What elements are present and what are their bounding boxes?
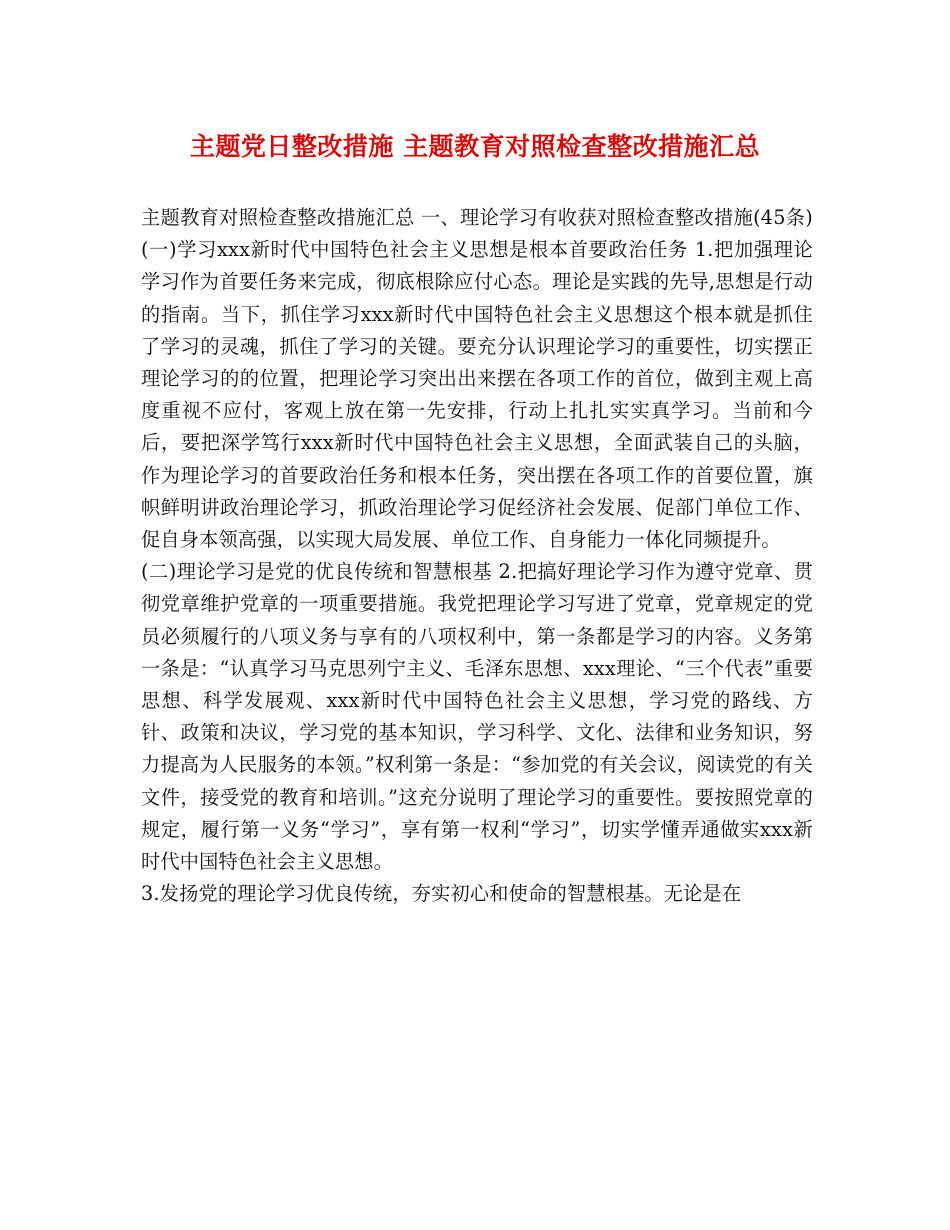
paragraph-2: (二)理论学习是党的优良传统和智慧根基 2.把搞好理论学习作为遵守党章、贯彻党章维护党章的一项重要措施。我党把理论学习写进了党章，党章规定的党员必须履行的八项义务与享有的八项权利中，第一条都是学习的内容。义务第一条是：“认真学习马克思列宁主义、毛泽东思想、xxx理论、“三个代表”重要思想、科学发展观、xxx新时代中国特色社会主义思想，学习党的路线、方针、政策和决议，学习党的基本知识，学习科学、文化、法律和业务知识，努力提高为人民服务的本领。”权利第一条是：“参加党的有关会议，阅读党的有关文件，接受党的教育和培训。”这充分说明了理论学习的重要性。要按照党章的规定，履行第一义务“学习”，享有第一权利“学习”，切实学懂弄通做实xxx新时代中国特色社会主义思想。 [141, 560, 813, 874]
document-title: 主题党日整改措施 主题教育对照检查整改措施汇总 [189, 132, 761, 161]
paragraph-3: 3.发扬党的理论学习优良传统，夯实初心和使命的智慧根基。无论是在 [141, 882, 742, 906]
document-body [141, 202, 813, 910]
paragraph-1: 主题教育对照检查整改措施汇总 一、理论学习有收获对照检查整改措施(45条) (一)学习xxx新时代中国特色社会主义思想是根本首要政治任务 1.把加强理论学习作为首要任务来完成，彻底根除应付心态。理论是实践的先导,思想是行动的指南。当下，抓住学习xxx新时代中国特色社会主义思想这个根本就是抓住了学习的灵魂，抓住了学习的关键。要充分认识理论学习的重要性，切实摆正理论学习的的位置，把理论学习突出出来摆在各项工作的首位，做到主观上高度重视不应付，客观上放在第一先安排，行动上扎扎实实真学习。当前和今后，要把深学笃行xxx新时代中国特色社会主义思想，全面武装自己的头脑，作为理论学习的首要政治任务和根本任务，突出摆在各项工作的首要位置，旗帜鲜明讲政治理论学习，抓政治理论学习促经济社会发展、促部门单位工作、促自身本领高强，以实现大局发展、单位工作、自身能力一体化同频提升。 [141, 206, 813, 552]
